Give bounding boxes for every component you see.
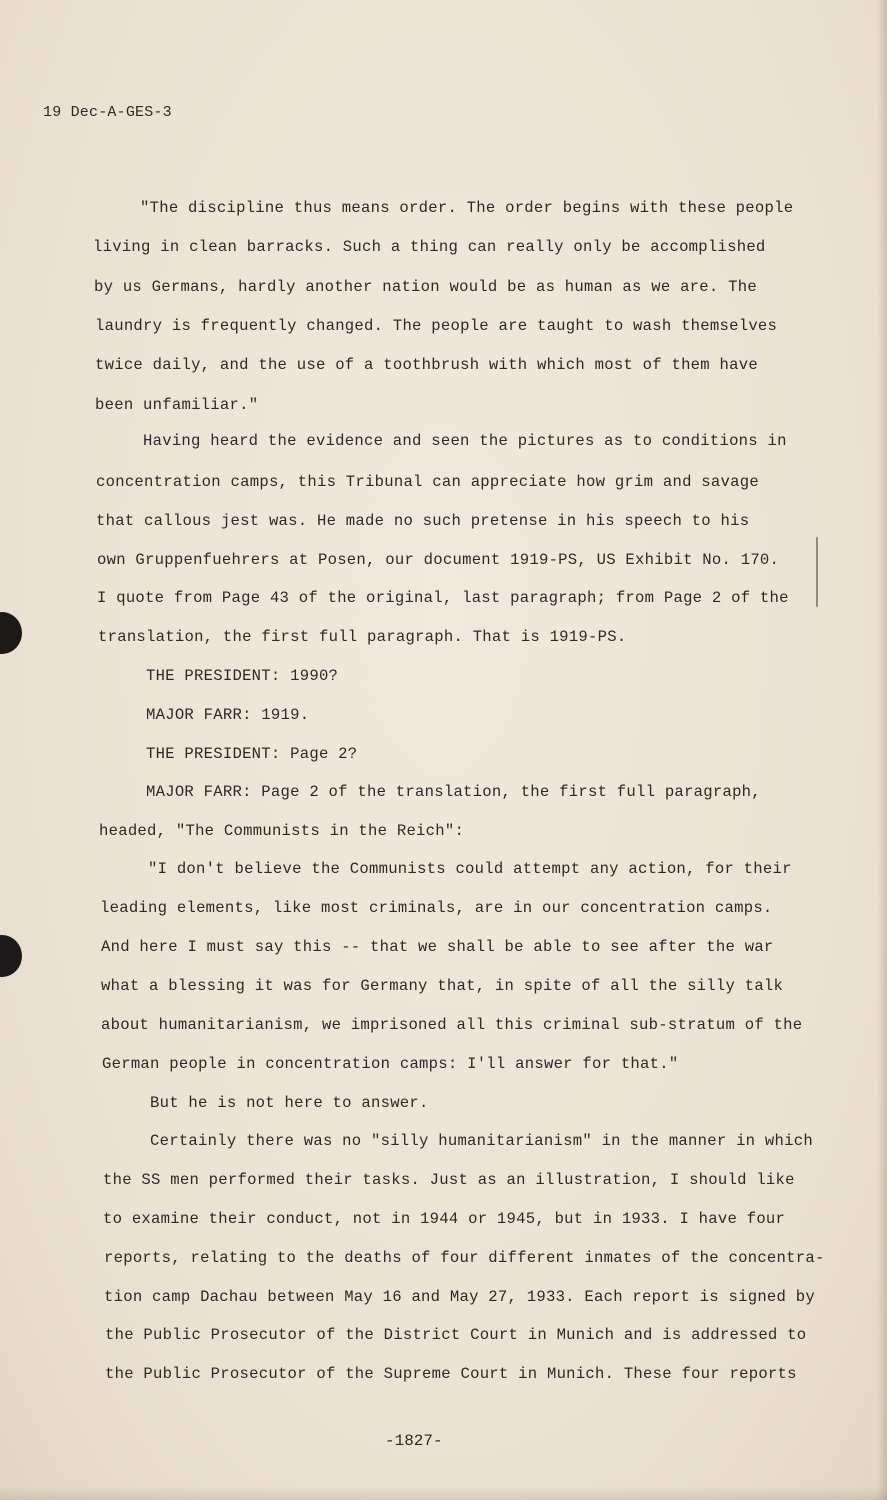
text-line: twice daily, and the use of a toothbrush with which most of them have — [95, 356, 758, 374]
text-line: "I don't believe the Communists could attempt any action, for their — [148, 860, 792, 878]
punch-hole-top — [0, 612, 22, 654]
text-line: about humanitarianism, we imprisoned all this criminal sub-stratum of the — [101, 1016, 803, 1034]
text-line: to examine their conduct, not in 1944 or 1945, but in 1933. I have four — [103, 1210, 786, 1228]
text-line: the SS men performed their tasks. Just as an illustration, I should like — [103, 1171, 795, 1189]
text-line: by us Germans, hardly another nation would be as human as we are. The — [94, 278, 757, 296]
text-line: the Public Prosecutor of the Supreme Court in Munich. These four reports — [105, 1365, 797, 1383]
text-line: headed, "The Communists in the Reich": — [99, 822, 465, 840]
text-line: what a blessing it was for Germany that, in spite of all the silly talk — [101, 977, 784, 995]
text-line: MAJOR FARR: 1919. — [146, 706, 310, 724]
text-line: living in clean barracks. Such a thing can really only be accomplished — [93, 238, 766, 256]
text-line: the Public Prosecutor of the District Court in Munich and is addressed to — [105, 1326, 807, 1344]
text-line: reports, relating to the deaths of four different inmates of the concentra- — [104, 1249, 825, 1267]
paper-edge-shadow — [877, 0, 887, 1500]
document-header-ref: 19 Dec-A-GES-3 — [43, 104, 172, 121]
text-line: concentration camps, this Tribunal can appreciate how grim and savage — [96, 473, 759, 491]
text-line: THE PRESIDENT: Page 2? — [146, 745, 358, 763]
margin-pencil-mark — [816, 537, 818, 607]
text-line: tion camp Dachau between May 16 and May 27, 1933. Each report is signed by — [104, 1288, 815, 1306]
text-line: MAJOR FARR: Page 2 of the translation, the first full paragraph, — [146, 783, 761, 801]
text-line: laundry is frequently changed. The people are taught to wash themselves — [95, 317, 778, 335]
text-line: German people in concentration camps: I'll answer for that." — [102, 1055, 679, 1073]
text-line: leading elements, like most criminals, are in our concentration camps. — [100, 899, 773, 917]
text-line: Certainly there was no "silly humanitarianism" in the manner in which — [150, 1132, 813, 1150]
text-line: Having heard the evidence and seen the pictures as to conditions in — [143, 432, 787, 450]
page-number: -1827- — [385, 1432, 443, 1450]
punch-hole-bottom — [0, 935, 22, 977]
text-line: that callous jest was. He made no such pretense in his speech to his — [96, 512, 750, 530]
text-line: THE PRESIDENT: 1990? — [146, 667, 339, 685]
text-line: own Gruppenfuehrers at Posen, our document 1919-PS, US Exhibit No. 170. — [97, 551, 780, 569]
text-line: "The discipline thus means order. The order begins with these people — [140, 199, 794, 217]
paper-bottom-shadow — [0, 1486, 887, 1500]
text-line: And here I must say this -- that we shall be able to see after the war — [101, 938, 774, 956]
text-line: translation, the first full paragraph. That is 1919-PS. — [98, 628, 627, 646]
text-line: been unfamiliar." — [95, 396, 259, 414]
text-line: I quote from Page 43 of the original, last paragraph; from Page 2 of the — [97, 589, 789, 607]
text-line: But he is not here to answer. — [150, 1094, 429, 1112]
